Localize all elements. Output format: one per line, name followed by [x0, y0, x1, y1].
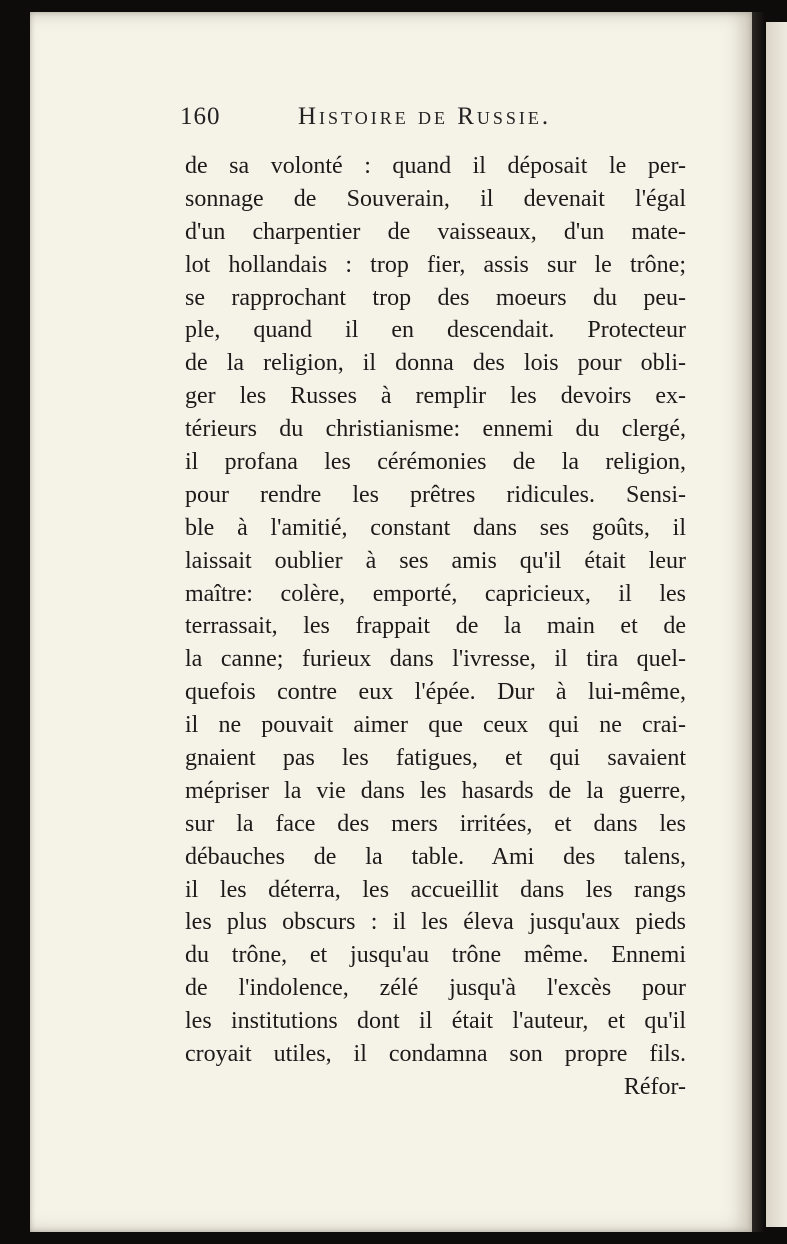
text-line: d'un charpentier de vaisseaux, d'un mate-	[185, 218, 686, 245]
book-gutter	[752, 12, 766, 1232]
text-line: croyait utiles, il condamna son propre fils.	[185, 1041, 686, 1068]
text-line: il profana les cérémonies de la religion,	[185, 449, 686, 476]
text-line: de l'indolence, zélé jusqu'à l'excès pour	[185, 975, 686, 1002]
text-line: quefois contre eux l'épée. Dur à lui-même,	[185, 679, 686, 706]
body-text	[185, 150, 686, 1104]
page-number: 160	[180, 103, 221, 130]
text-line: maître: colère, emporté, capricieux, il les	[185, 580, 686, 607]
text-line: débauches de la table. Ami des talens,	[185, 843, 686, 870]
text-line: Réfor-	[623, 1073, 686, 1100]
text-line: mépriser la vie dans les hasards de la guerre,	[185, 777, 686, 804]
text-line: ple, quand il en descendait. Protecteur	[185, 317, 686, 344]
text-line: de la religion, il donna des lois pour obli-	[185, 350, 686, 377]
text-line: pour rendre les prêtres ridicules. Sensi-	[185, 481, 686, 508]
text-line: les plus obscurs : il les éleva jusqu'aux pieds	[185, 909, 686, 936]
text-line: il ne pouvait aimer que ceux qui ne crai-	[185, 712, 686, 739]
text-line: la canne; furieux dans l'ivresse, il tira quel-	[185, 646, 686, 673]
text-line: les institutions dont il était l'auteur, et qu'il	[185, 1008, 686, 1035]
page-header	[180, 103, 690, 137]
text-line: se rapprochant trop des moeurs du peu-	[185, 284, 686, 311]
text-line: sur la face des mers irritées, et dans les	[185, 810, 686, 837]
text-line: gnaient pas les fatigues, et qui savaient	[185, 745, 686, 772]
text-line: il les déterra, les accueillit dans les rangs	[185, 876, 686, 903]
text-line: laissait oublier à ses amis qu'il était leur	[185, 547, 686, 574]
text-line: de sa volonté : quand il déposait le per-	[185, 153, 686, 179]
text-line: lot hollandais : trop fier, assis sur le trône;	[185, 251, 686, 278]
text-line: ger les Russes à remplir les devoirs ex-	[185, 383, 686, 410]
text-line: ble à l'amitié, constant dans ses goûts, il	[185, 514, 686, 541]
running-title: Histoire de Russie.	[298, 103, 552, 130]
facing-page-edge	[766, 22, 787, 1227]
text-line: du trône, et jusqu'au trône même. Ennemi	[185, 942, 686, 969]
text-line: terrassait, les frappait de la main et de	[185, 613, 686, 640]
text-line: térieurs du christianisme: ennemi du clergé,	[185, 416, 686, 443]
text-line: sonnage de Souverain, il devenait l'égal	[185, 185, 686, 212]
